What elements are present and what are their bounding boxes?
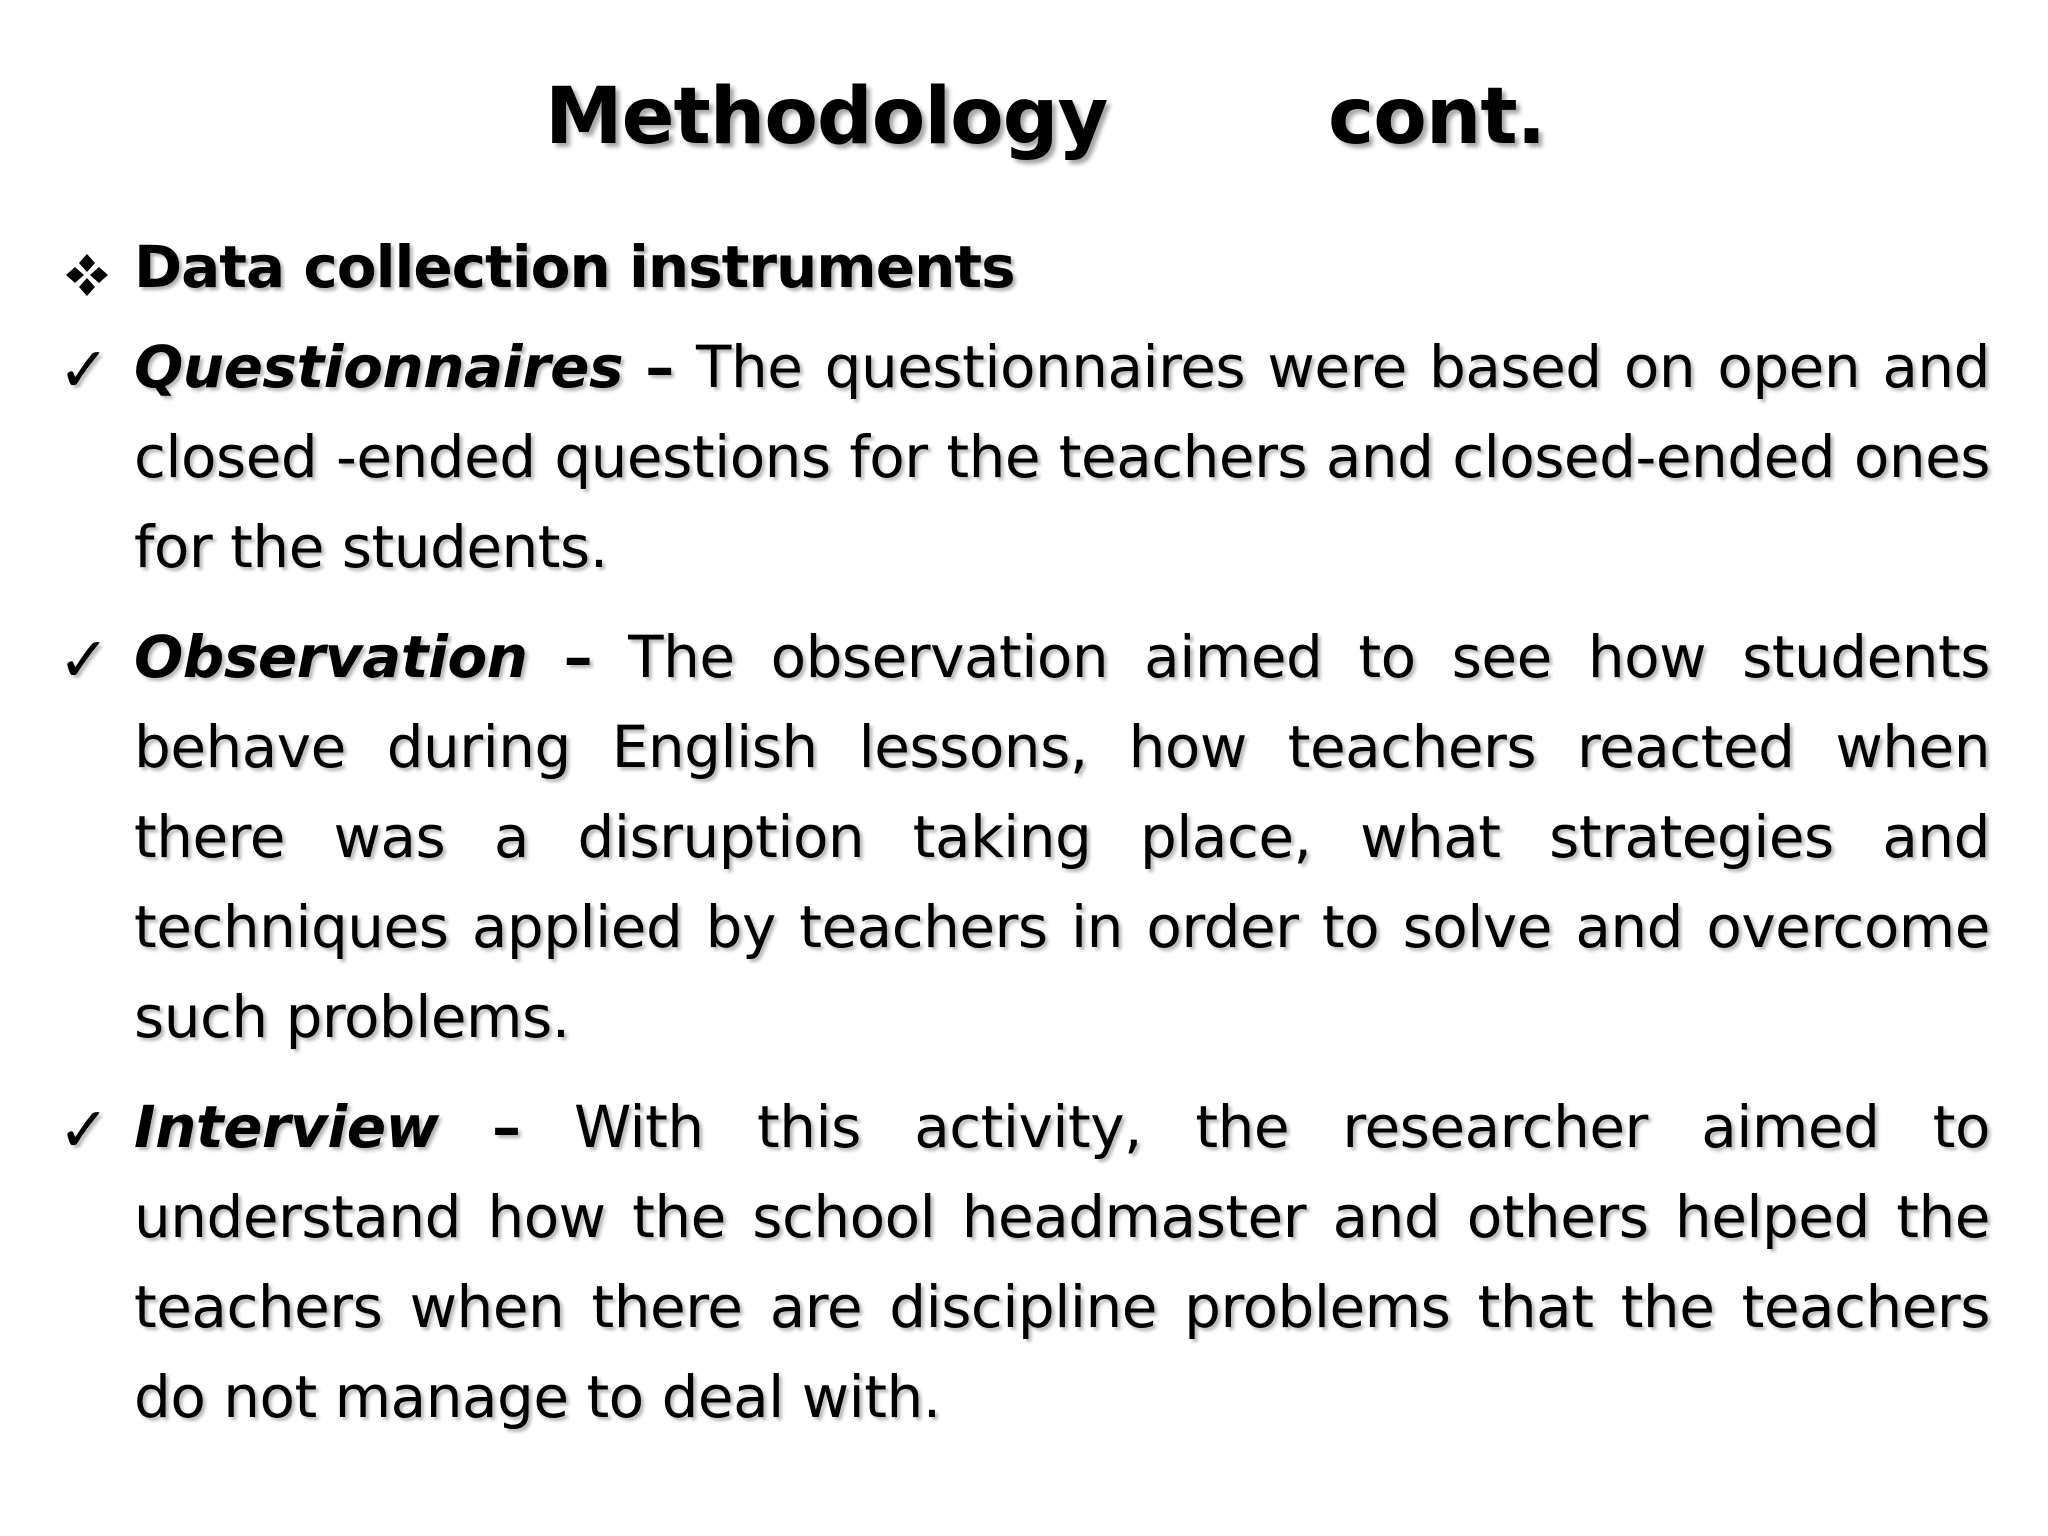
item-term: Observation (134, 623, 528, 691)
item-dash: – (492, 1093, 521, 1161)
item-description: The observation aimed to see how students behave during English lessons, how teachers reacted when there was a disruption taking place, what strategies and techniques applied by teachers in order to solve and overcome such problems. (134, 623, 1991, 1051)
check-mark-icon: ✓ (58, 1093, 110, 1166)
check-mark-icon: ✓ (58, 333, 110, 406)
slide-content (58, 222, 1990, 1462)
item-description: With this activity, the researcher aimed to understand how the school headmaster and others helped the teachers when there are discipline problems that the teachers do not manage to deal with. (134, 1093, 1991, 1431)
list-item-text (134, 322, 1990, 592)
item-term: Questionnaires (134, 333, 623, 401)
section-heading-text: Data collection instruments (134, 233, 1015, 301)
check-mark-icon: ✓ (58, 623, 110, 696)
list-item-questionnaires (58, 322, 1990, 592)
four-diamond-icon (64, 252, 110, 298)
title-cont: cont. (1328, 72, 1546, 162)
list-item-interview (58, 1082, 1990, 1442)
item-term: Interview (134, 1093, 439, 1161)
item-dash: – (563, 623, 593, 691)
list-item-text (134, 612, 1990, 1062)
list-item-observation (58, 612, 1990, 1062)
title-main: Methodology (545, 72, 1108, 162)
item-dash: – (645, 333, 674, 401)
section-heading (58, 222, 1990, 312)
item-description: The questionnaires were based on open and closed -ended questions for the teachers and closed-ended ones for the students. (134, 333, 1990, 581)
slide-title (0, 62, 2048, 172)
list-item-text (134, 1082, 1990, 1442)
